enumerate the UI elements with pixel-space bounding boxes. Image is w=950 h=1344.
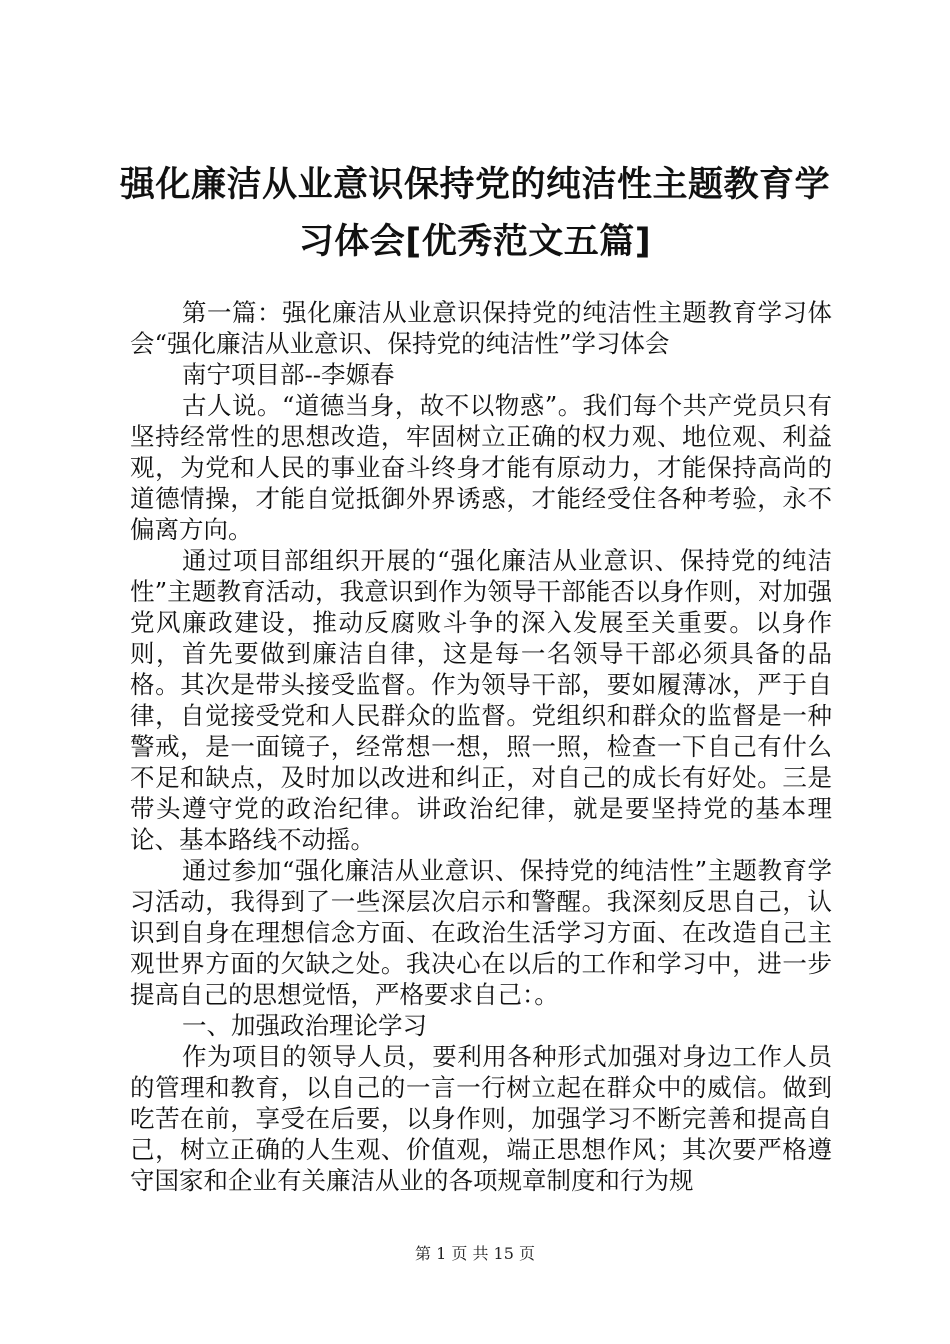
body-paragraph-1: 古人说。“道德当身，故不以物惑”。我们每个共产党员只有坚持经常性的思想改造，牢固树立正确的权力观、地位观、利益观，为党和人民的事业奋斗终身才能有原动力，才能保持高尚的道德情操，才能自觉抵御外界诱惑，才能经受住各种考验，永不偏离方向。 [130, 391, 832, 544]
body-paragraph-3: 通过参加“强化廉洁从业意识、保持党的纯洁性”主题教育学习活动，我得到了一些深层次启示和警醒。我深刻反思自己，认识到自身在理想信念方面、在政治生活学习方面、在改造自己主观世界方面的欠缺之处。我决心在以后的工作和学习中，进一步提高自己的思想觉悟，严格要求自己：。 [130, 856, 832, 1009]
document-body [130, 297, 832, 1196]
author-line: 南宁项目部--李嫄春 [182, 360, 395, 389]
section-paragraph: 作为项目的领导人员，要利用各种形式加强对身边工作人员的管理和教育，以自己的一言一行树立起在群众中的威信。做到吃苦在前，享受在后要，以身作则，加强学习不断完善和提高自己，树立正确的人生观、价值观，端正思想作风；其次要严格遵守国家和企业有关廉洁从业的各项规章制度和行为规 [130, 1042, 832, 1195]
section-heading: 一、加强政治理论学习 [182, 1011, 427, 1040]
chapter-heading: 第一篇：强化廉洁从业意识保持党的纯洁性主题教育学习体会“强化廉洁从业意识、保持党的纯洁性”学习体会 [130, 298, 832, 358]
document-title-line-1: 强化廉洁从业意识保持党的纯洁性主题教育学 [120, 165, 831, 205]
document-title-line-2: 习体会[优秀范文五篇] [298, 222, 652, 262]
body-paragraph-2: 通过项目部组织开展的“强化廉洁从业意识、保持党的纯洁性”主题教育活动，我意识到作为领导干部能否以身作则，对加强党风廉政建设，推动反腐败斗争的深入发展至关重要。以身作则，首先要做到廉洁自律，这是每一名领导干部必须具备的品格。其次是带头接受监督。作为领导干部，要如履薄冰，严于自律，自觉接受党和人民群众的监督。党组织和群众的监督是一种警戒，是一面镜子，经常想一想，照一照，检查一下自己有什么不足和缺点，及时加以改进和纠正，对自己的成长有好处。三是带头遵守党的政治纪律。讲政治纪律，就是要坚持党的基本理论、基本路线不动摇。 [130, 546, 832, 854]
page-footer: 第 1 页 共 15 页 [415, 1244, 535, 1263]
